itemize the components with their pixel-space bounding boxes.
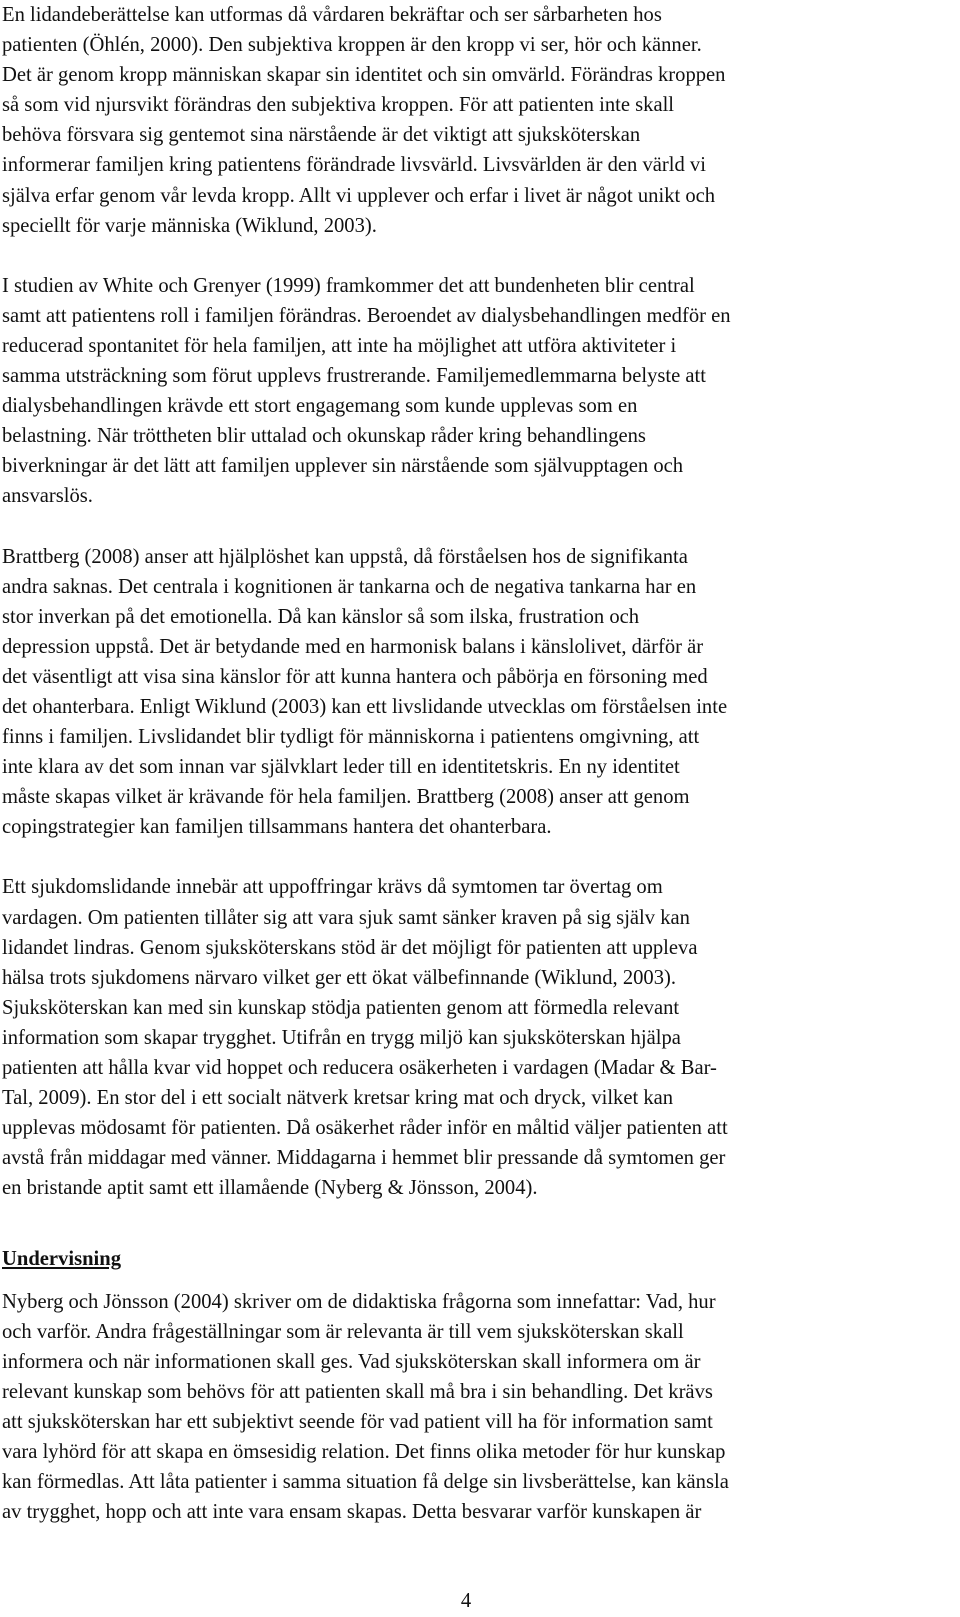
text-line: Sjuksköterskan kan med sin kunskap stödja patienten genom att förmedla relevant xyxy=(2,996,680,1019)
text-line: Tal, 2009). En stor del i ett socialt nätverk kretsar kring mat och dryck, vilket kan xyxy=(2,1087,674,1110)
text-line: inte klara av det som innan var självklart leder till en identitetskris. En ny identitet xyxy=(2,756,680,779)
text-line: och varför. Andra frågeställningar som är relevanta är till vem sjuksköterskan skall xyxy=(2,1320,684,1343)
text-line: måste skapas vilket är krävande för hela familjen. Brattberg (2008) anser att genom xyxy=(2,786,690,809)
text-line: andra saknas. Det centrala i kognitionen är tankarna och de negativa tankarna har en xyxy=(2,575,697,598)
paragraph-brattberg xyxy=(2,542,932,843)
text-line: lidandet lindras. Genom sjuksköterskans stöd är det möjligt för patienten att uppleva xyxy=(2,936,698,959)
text-line: I studien av White och Grenyer (1999) framkommer det att bundenheten blir central xyxy=(2,274,695,297)
text-line: en bristande aptit samt ett illamående (Nyberg & Jönsson, 2004). xyxy=(2,1177,538,1200)
text-line: samma utsträckning som förut upplevs frustrerande. Familjemedlemmarna belyste att xyxy=(2,365,706,388)
paragraph-lidande xyxy=(2,0,932,241)
text-line: avstå från middagar med vänner. Middagarna i hemmet blir pressande då symtomen ger xyxy=(2,1147,726,1170)
paragraph-gap xyxy=(2,241,932,271)
text-line: ansvarslös. xyxy=(2,485,93,508)
page-number: 4 xyxy=(460,1590,472,1612)
text-line: reducerad spontanitet för hela familjen, att inte ha möjlighet att utföra aktiviteter i xyxy=(2,334,677,357)
text-line: Ett sjukdomslidande innebär att uppoffringar krävs då symtomen tar övertag om xyxy=(2,876,663,899)
text-line: biverkningar är det lätt att familjen upplever sin närstående som självupptagen och xyxy=(2,455,684,478)
text-line: samt att patientens roll i familjen förändras. Beroendet av dialysbehandlingen medför en xyxy=(2,304,731,327)
text-line: relevant kunskap som behövs för att patienten skall må bra i sin behandling. Det krävs xyxy=(2,1380,713,1403)
text-line: det ohanterbara. Enligt Wiklund (2003) kan ett livslidande utvecklas om förståelsen inte xyxy=(2,695,728,718)
paragraph-gap xyxy=(2,842,932,872)
text-line: kan förmedlas. Att låta patienter i samma situation få delge sin livsberättelse, kan känsla xyxy=(2,1471,729,1494)
text-line: belastning. När tröttheten blir uttalad och okunskap råder kring behandlingens xyxy=(2,425,646,448)
text-line: Nyberg och Jönsson (2004) skriver om de didaktiska frågorna som innefattar: Vad, hur xyxy=(2,1290,716,1313)
text-line: själva erfar genom vår levda kropp. Allt vi upplever och erfar i livet är något unikt och xyxy=(2,184,716,207)
text-line: dialysbehandlingen krävde ett stort engagemang som kunde upplevas som en xyxy=(2,395,638,418)
text-line: det väsentligt att visa sina känslor för att kunna hantera och påbörja en försoning med xyxy=(2,665,708,688)
text-line: patienten att hålla kvar vid hoppet och reducera osäkerheten i vardagen (Madar & Bar- xyxy=(2,1057,717,1079)
paragraph-white-grenyer xyxy=(2,271,932,512)
text-line: upplevas mödosamt för patienten. Då osäkerhet råder inför en måltid väljer patienten att xyxy=(2,1117,728,1140)
text-line: av trygghet, hopp och att inte vara ensam skapas. Detta besvarar varför kunskapen är xyxy=(2,1501,702,1524)
text-line: depression uppstå. Det är betydande med en harmonisk balans i känslolivet, därför är xyxy=(2,635,704,658)
paragraph-gap xyxy=(2,1233,932,1244)
text-line: Brattberg (2008) anser att hjälplöshet kan uppstå, då förståelsen hos de signifikanta xyxy=(2,545,688,568)
text-line: informerar familjen kring patientens förändrade livsvärld. Livsvärlden är den värld vi xyxy=(2,154,706,177)
section-heading-undervisning: Undervisning xyxy=(2,1248,122,1271)
text-line: vardagen. Om patienten tillåter sig att vara sjuk samt sänker kraven på sig själv kan xyxy=(2,906,690,929)
text-line: En lidandeberättelse kan utformas då vårdaren bekräftar och ser sårbarheten hos xyxy=(2,4,662,26)
text-line: att sjuksköterskan har ett subjektivt seende för vad patient vill ha för information samt xyxy=(2,1410,713,1433)
heading-gap xyxy=(2,1275,932,1287)
text-line: information som skapar trygghet. Utifrån en trygg miljö kan sjuksköterskan hjälpa xyxy=(2,1026,681,1049)
text-line: hälsa trots sjukdomens närvaro vilket ger ett ökat välbefinnande (Wiklund, 2003). xyxy=(2,966,677,989)
text-line: Det är genom kropp människan skapar sin identitet och sin omvärld. Förändras kroppen xyxy=(2,64,726,87)
text-line: speciellt för varje människa (Wiklund, 2003). xyxy=(2,214,377,237)
text-line: stor inverkan på det emotionella. Då kan känslor så som ilska, frustration och xyxy=(2,605,640,628)
text-line: behöva försvara sig gentemot sina närstående är det viktigt att sjuksköterskan xyxy=(2,124,641,147)
text-line: vara lyhörd för att skapa en ömsesidig relation. Det finns olika metoder för hur kunskap xyxy=(2,1441,726,1464)
paragraph-gap xyxy=(2,512,932,542)
paragraph-gap xyxy=(2,1203,932,1233)
paragraph-sjukdomslidande xyxy=(2,872,932,1203)
text-line: copingstrategier kan familjen tillsammans hantera det ohanterbara. xyxy=(2,816,552,839)
document-page xyxy=(2,0,932,1527)
paragraph-undervisning xyxy=(2,1287,932,1528)
text-line: patienten (Öhlén, 2000). Den subjektiva kroppen är den kropp vi ser, hör och känner. xyxy=(2,34,702,57)
text-line: informera och när informationen skall ges. Vad sjuksköterskan skall informera om är xyxy=(2,1350,701,1373)
text-line: så som vid njursvikt förändras den subjektiva kroppen. För att patienten inte skall xyxy=(2,94,675,117)
text-line: finns i familjen. Livslidandet blir tydligt för människorna i patientens omgivning, att xyxy=(2,726,700,749)
